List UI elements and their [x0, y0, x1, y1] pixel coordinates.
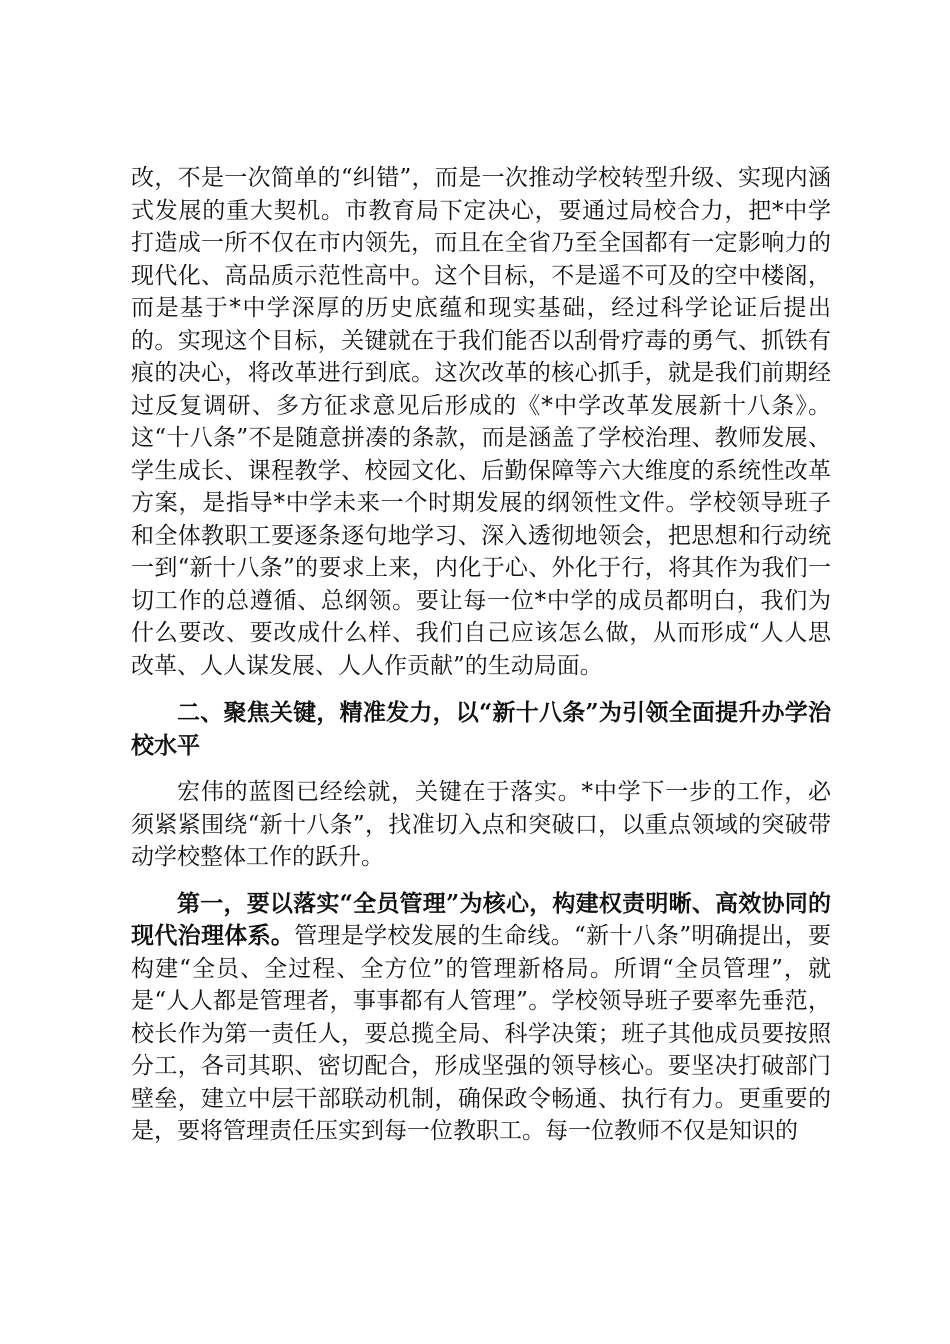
- body-paragraph: 改，不是一次简单的“纠错”，而是一次推动学校转型升级、实现内涵式发展的重大契机。市教育局下定决心，要通过局校合力，把*中学打造成一所不仅在市内领先，而且在全省乃至全国都有一定影响力的现代化、高品质示范性高中。这个目标，不是遥不可及的空中楼阁，而是基于*中学深厚的历史底蕴和现实基础，经过科学论证后提出的。实现这个目标，关键就在于我们能否以刮骨疗毒的勇气、抓铁有痕的决心，将改革进行到底。这次改革的核心抓手，就是我们前期经过反复调研、多方征求意见后形成的《*中学改革发展新十八条》。这“十八条”不是随意拼凑的条款，而是涵盖了学校治理、教师发展、学生成长、课程教学、校园文化、后勤保障等六大维度的系统性改革方案，是指导*中学未来一个时期发展的纲领性文件。学校领导班子和全体教职工要逐条逐句地学习、深入透彻地领会，把思想和行动统一到“新十八条”的要求上来，内化于心、外化于行，将其作为我们一切工作的总遵循、总纲领。要让每一位*中学的成员都明白，我们为什么要改、要改成什么样、我们自己应该怎么做，从而形成“人人思改革、人人谋发展、人人作贡献”的生动局面。: [131, 165, 831, 679]
- section-heading: 二、聚焦关键，精准发力，以“新十八条”为引领全面提升办学治校水平: [131, 699, 831, 759]
- paragraph-lead-sentence: 第一，要以落实“全员管理”为核心，构建权责明晰、高效协同的现代治理体系。: [131, 889, 831, 949]
- paragraph-body-text: 管理是学校发展的生命线。“新十八条”明确提出，要构建“全员、全过程、全方位”的管理新格局。所谓“全员管理”，就是“人人都是管理者，事事都有人管理”。学校领导班子要率先垂范，校长作为第一责任人，要总揽全局、科学决策；班子其他成员要按照分工，各司其职、密切配合，形成坚强的领导核心。要坚决打破部门壁垒，建立中层干部联动机制，确保政令畅通、执行有力。更重要的是，要将管理责任压实到每一位教职工。每一位教师不仅是知识的: [131, 923, 831, 1144]
- body-paragraph: 宏伟的蓝图已经绘就，关键在于落实。*中学下一步的工作，必须紧紧围绕“新十八条”，找准切入点和突破口，以重点领域的突破带动学校整体工作的跃升。: [131, 779, 831, 870]
- document-page: [131, 162, 831, 1148]
- body-paragraph-with-lead: [131, 888, 831, 1148]
